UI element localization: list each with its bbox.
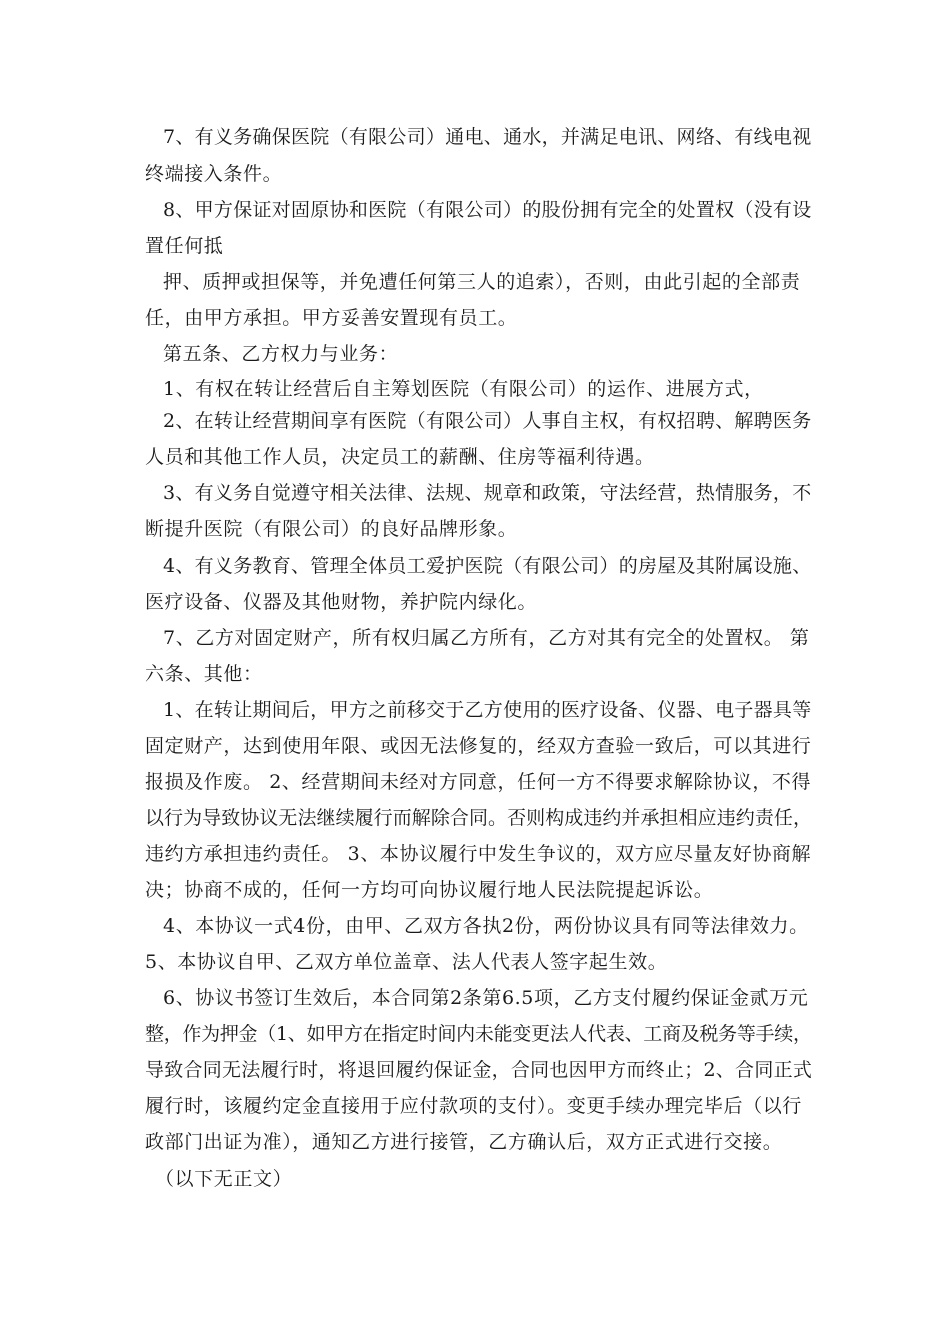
text-line: 6、协议书签订生效后，本合同第2条第6.5项，乙方支付履约保证金贰万元: [163, 987, 809, 1009]
text-line: 固定财产，达到使用年限、或因无法修复的，经双方查验一致后，可以其进行: [145, 735, 812, 757]
section-heading: 第五条、乙方权力与业务：: [163, 343, 399, 365]
text-line: 断提升医院（有限公司）的良好品牌形象。: [145, 518, 518, 540]
text-line: 置任何抵: [145, 235, 224, 257]
text-line: 1、在转让期间后，甲方之前移交于乙方使用的医疗设备、仪器、电子器具等: [163, 699, 812, 721]
text-line: 4、本协议一式4份，由甲、乙双方各执2份，两份协议具有同等法律效力。: [163, 915, 809, 937]
section-heading: 六条、其他：: [145, 663, 263, 685]
text-line: 7、乙方对固定财产，所有权归属乙方所有，乙方对其有完全的处置权。 第: [163, 627, 810, 649]
text-line: 以行为导致协议无法继续履行而解除合同。否则构成违约并承担相应违约责任，: [145, 807, 813, 829]
text-line: 押、质押或担保等，并免遭任何第三人的追索），否则，由此引起的全部责: [163, 271, 801, 293]
text-line: 任，由甲方承担。甲方妥善安置现有员工。: [145, 307, 518, 329]
text-line: 履行时，该履约定金直接用于应付款项的支付）。变更手续办理完毕后（以行: [145, 1095, 802, 1117]
text-line: 医疗设备、仪器及其他财物，养护院内绿化。: [145, 591, 538, 613]
text-line: 7、有义务确保医院（有限公司）通电、通水，并满足电讯、网络、有线电视: [163, 126, 812, 148]
text-line: 2、在转让经营期间享有医院（有限公司）人事自主权，有权招聘、解聘医务: [163, 410, 812, 432]
text-line: 人员和其他工作人员，决定员工的薪酬、住房等福利待遇。: [145, 446, 655, 468]
text-line: 8、甲方保证对固原协和医院（有限公司）的股份拥有完全的处置权（没有设: [163, 199, 812, 221]
text-line: 导致合同无法履行时，将退回履约保证金，合同也因甲方而终止；2、合同正式: [145, 1059, 813, 1081]
end-note: （以下无正文）: [155, 1168, 293, 1190]
text-line: 违约方承担违约责任。 3、本协议履行中发生争议的，双方应尽量友好协商解: [145, 843, 812, 865]
text-line: 3、有义务自觉遵守相关法律、法规、规章和政策，守法经营，热情服务，不: [163, 482, 812, 504]
text-line: 报损及作废。 2、经营期间未经对方同意，任何一方不得要求解除协议，不得: [145, 771, 812, 793]
text-line: 4、有义务教育、管理全体员工爱护医院（有限公司）的房屋及其附属设施、: [163, 555, 812, 577]
text-line: 政部门出证为准），通知乙方进行接管，乙方确认后，双方正式进行交接。: [145, 1131, 783, 1153]
text-line: 终端接入条件。: [145, 163, 283, 185]
text-line: 整，作为押金（1、如甲方在指定时间内未能变更法人代表、工商及税务等手续，: [145, 1023, 812, 1045]
text-line: 1、有权在转让经营后自主筹划医院（有限公司）的运作、进展方式，: [163, 378, 764, 400]
text-line: 5、本协议自甲、乙双方单位盖章、法人代表人签字起生效。: [145, 951, 668, 973]
text-line: 决；协商不成的，任何一方均可向协议履行地人民法院提起诉讼。: [145, 879, 714, 901]
